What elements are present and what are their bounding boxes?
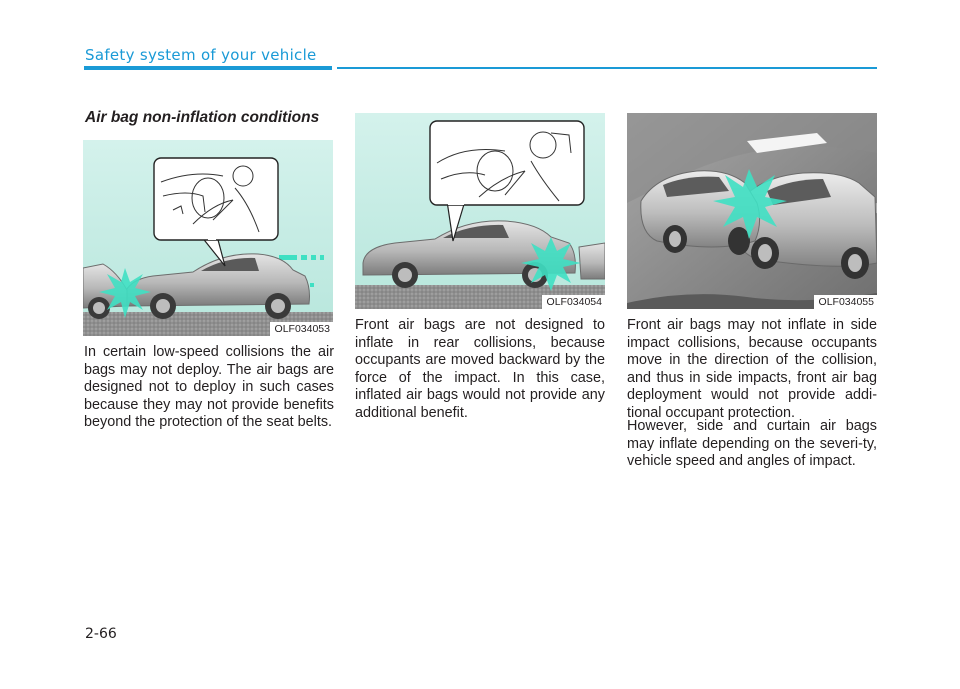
paragraph-rear-collision: Front air bags are not designed to inflate in rear collisions, because occupants are moved backward by the force of the impact. In this case, inflated air bags would not provide any additional benefit.	[355, 317, 605, 421]
header-rule-thick	[84, 66, 332, 70]
page-header-title: Safety system of your vehicle	[85, 46, 317, 64]
header-rule-thin	[337, 67, 877, 69]
paragraph-side-curtain: However, side and curtain air bags may inflate depending on the severi-ty, vehicle speed and angles of impact.	[627, 418, 877, 469]
illustration-low-speed-collision	[83, 140, 333, 336]
figure-low-speed-collision	[83, 140, 333, 336]
paragraph-side-impact: Front air bags may not inflate in side impact collisions, because occupants move in the direction of the collision, and thus in side impacts, front air bag deployment would not provide addi-tional occupant protection.	[627, 317, 877, 421]
page-number: 2-66	[85, 626, 117, 642]
figure-rear-collision	[355, 113, 605, 309]
figure-code-label: OLF034053	[270, 322, 333, 336]
figure-code-label: OLF034055	[814, 295, 877, 309]
illustration-side-impact	[627, 113, 877, 309]
figure-side-impact	[627, 113, 877, 309]
paragraph-low-speed: In certain low-speed collisions the air bags may not deploy. The air bags are designed not to deploy in such cases because they may not provide benefits beyond the protection of the seat belts.	[84, 344, 334, 430]
figure-code-label: OLF034054	[542, 295, 605, 309]
illustration-rear-collision	[355, 113, 605, 309]
section-heading: Air bag non-inflation conditions	[85, 109, 320, 126]
